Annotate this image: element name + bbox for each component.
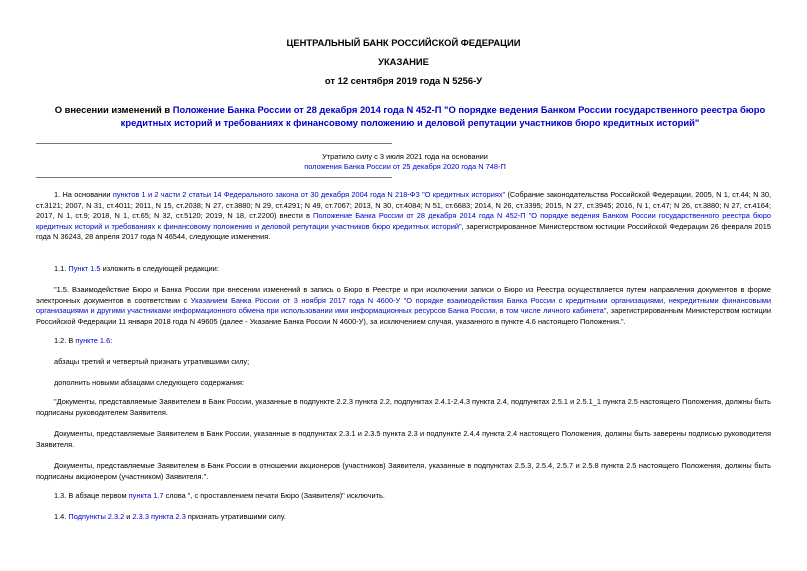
paragraph-1 (36, 190, 771, 243)
p11-text-1: 1.4. (54, 512, 69, 521)
p10-clause-link[interactable]: пункта 1.7 (128, 491, 164, 500)
paragraph-repeal: абзацы третий и четвертый признать утратившими силу; (54, 357, 250, 366)
divider-top (36, 143, 392, 144)
p1-regulation-link[interactable]: Положение Банка России от 28 декабря 2014 года N 452-П "О порядке ведения Банком России государственного реестра бюро кредитных историй и требованиях к финансовому положению и деловой репутации участников бюро кредитных историй" (36, 211, 771, 231)
p3-text-2: , зарегистрированным Министерством юстиции Российской Федерации 11 января 2018 года N 49605 (далее - Указание Банка России N 4600-У), за исключением случая, указанного в пункте 4.6 настоящего Положения.". (36, 306, 771, 326)
p1-text-2: (Собрание законодательства Российской Федерации, 2005, N 1, ст.44; N 30, ст.3121; 2007, N 31, ст.4011; 2011, N 15, ст.2038; N 27, ст.3880; N 29, ст.4291; N 49, ст.7067; 2013, N 30, ст.4084; N 51, ст.6683; 2014, N 26, ст.3395; 2015, N 27, ст.3945; 2016, N 1, ст.47; N 26, ст.3880; N 27, ст.4164; 2017, N 1, ст.9; 2018, N 1, ст.65; N 32, ст.5120; 2019, N 18, ст.2200) внести в (36, 190, 772, 221)
paragraph-docs-1: "Документы, представляемые Заявителем в Банк России, указанные в подпункте 2.2.3 пункта 2.2, подпунктах 2.4.1-2.4.3 пункта 2.4, подпунктах 2.5.1 и 2.5.1_1 пункта 2.5 настоящего Положения, должны быть подписаны руководителем Заявителя. (36, 397, 771, 417)
document-subject (30, 103, 790, 129)
subject-regulation-link[interactable]: Положение Банка России от 28 декабря 2014 года N 452-П "О порядке ведения Банком России государственного реестра бюро кредитных историй и требованиях к финансовому положению и деловой репутации участников бюро кредитных историй" (120, 104, 766, 128)
p2-text-1: 1.1. (54, 264, 69, 273)
issuer-title: ЦЕНТРАЛЬНЫЙ БАНК РОССИЙСКОЙ ФЕДЕРАЦИИ (286, 37, 521, 48)
subject-prefix: О внесении изменений в (54, 104, 173, 115)
paragraph-docs-3: Документы, представляемые Заявителем в Банк России в отношении акционеров (участников) Заявителя, указанные в подпунктах 2.5.3, 2.5.4, 2.5.7 и 2.5.8 пункта 2.5 настоящего Положения, должны быть подписаны акционером (участником) Заявителя.". (36, 461, 771, 481)
p3-instruction-link[interactable]: Указанием Банка России от 3 ноября 2017 года N 4600-У "О порядке взаимодействия Банка России с кредитными организациями, некредитными финансовыми организациями и другими участниками информационного обмена при использовании ими информационных ресурсов Банка России, в том числе личного кабинета" (36, 295, 771, 316)
paragraph-add: дополнить новыми абзацами следующего содержания: (54, 378, 245, 387)
p11-subclause-link-1[interactable]: Подпункты 2.3.2 (68, 512, 125, 521)
p1-text-1: 1. На основании (54, 190, 113, 199)
paragraph-docs-2: Документы, представляемые Заявителем в Банк России, указанные в подпунктах 2.3.1 и 2.3.5 пункта 2.3 и подпункте 2.4.4 пункта 2.4 настоящего Положения, должны быть заверены подписью руководителя Заявителя. (36, 429, 771, 449)
paragraph-1-4 (36, 512, 771, 523)
document-type: УКАЗАНИЕ (378, 56, 429, 67)
expiry-text: Утратило силу с 3 июля 2021 года на основании (322, 152, 488, 161)
p4-clause-link[interactable]: пункте 1.6 (75, 336, 111, 345)
paragraph-1-2 (36, 336, 771, 347)
divider-bottom (36, 177, 392, 178)
p11-text-3: признать утратившими силу. (185, 512, 286, 521)
paragraph-1-5-text (36, 285, 771, 327)
p10-text-2: слова ", с проставлением печати Бюро (Заявителя)" исключить. (163, 491, 385, 500)
p1-law-link[interactable]: пунктов 1 и 2 части 2 статьи 14 Федерального закона от 30 декабря 2004 года N 218-ФЗ "О кредитных историях" (112, 190, 506, 199)
expiry-basis-link[interactable]: положения Банка России от 25 декабря 2020 года N 748-П (304, 162, 506, 171)
p2-text-2: изложить в следующей редакции: (100, 264, 219, 273)
p1-text-3: , зарегистрированное Министерством юстиции Российской Федерации 26 февраля 2015 года N 36243, 28 апреля 2017 года N 46544, следующие изменения. (36, 221, 771, 242)
document-date-number: от 12 сентября 2019 года N 5256-У (324, 75, 483, 86)
p11-text-2: и (124, 512, 133, 521)
p10-text-1: 1.3. В абзаце первом (54, 491, 129, 500)
paragraph-1-1 (36, 264, 771, 275)
p2-clause-link[interactable]: Пункт 1.5 (68, 264, 101, 273)
p4-text-2: : (110, 336, 113, 345)
paragraph-1-3 (36, 491, 771, 502)
expiry-note (215, 152, 595, 172)
p3-text-1: "1.5. Взаимодействие Бюро и Банка России при внесении изменений в запись о Бюро в Реестре и при исключении записи о Бюро из Реестра осуществляется путем направления документов в форме электронных документов в соответствии с (36, 285, 771, 305)
p4-text-1: 1.2. В (54, 336, 76, 345)
p11-subclause-link-2[interactable]: 2.3.3 пункта 2.3 (132, 512, 186, 521)
